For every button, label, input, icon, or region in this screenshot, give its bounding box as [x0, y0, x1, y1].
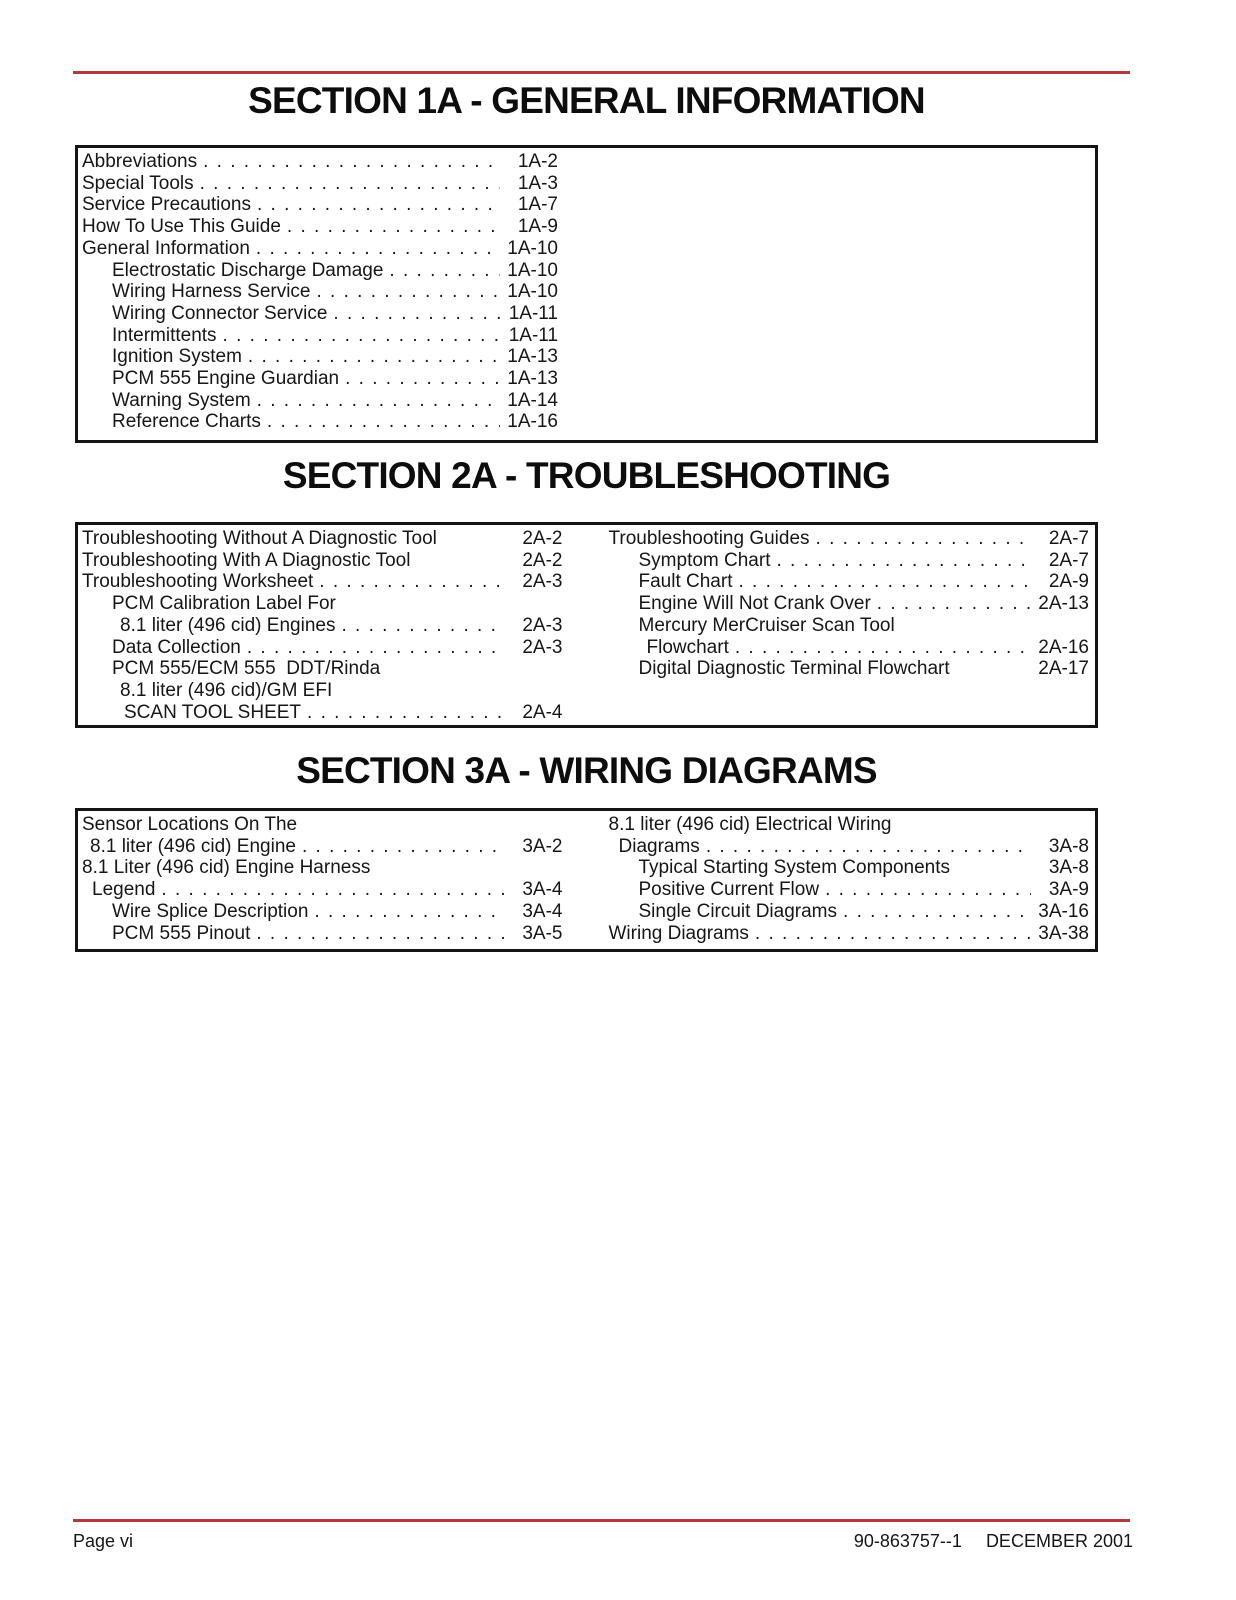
- toc-entry: [609, 550, 1090, 572]
- dot-leader: [816, 528, 1031, 550]
- toc-entry: [82, 615, 563, 637]
- dot-leader: [302, 836, 505, 858]
- toc-entry-page: 2A-17: [1038, 658, 1089, 680]
- dot-leader: [247, 637, 505, 659]
- toc-entry-page: 1A-13: [507, 346, 558, 368]
- dot-leader: [256, 923, 504, 945]
- toc-entry: [82, 836, 563, 858]
- toc-entry: [82, 346, 558, 368]
- toc-entry-title: PCM 555/ECM 555 DDT/Rinda: [112, 658, 381, 680]
- toc-entry-page: 2A-3: [522, 636, 563, 658]
- section-heading: SECTION 2A - TROUBLESHOOTING: [282, 455, 891, 496]
- toc-entry-title: Mercury MerCruiser Scan Tool: [638, 614, 895, 636]
- toc-entry-page: 1A-9: [517, 216, 558, 238]
- dot-leader: [257, 390, 500, 412]
- toc-column: [82, 528, 563, 723]
- toc-entry-page: 3A-5: [522, 922, 563, 944]
- toc-entry-page: 1A-7: [517, 194, 558, 216]
- toc-entry: [82, 637, 563, 659]
- toc-entry: [609, 528, 1090, 550]
- toc-entry: [82, 390, 558, 412]
- toc-entry-title: Typical Starting System Components: [638, 857, 951, 879]
- dot-leader: [776, 550, 1031, 572]
- toc-entry-title: Electrostatic Discharge Damage: [112, 259, 384, 281]
- toc-entry-page: 2A-9: [1048, 571, 1089, 593]
- toc-entry-page: 1A-3: [517, 172, 558, 194]
- dot-leader: [825, 879, 1031, 901]
- section-heading: SECTION 3A - WIRING DIAGRAMS: [296, 750, 877, 791]
- toc-entry: [82, 814, 563, 836]
- toc-entry-title: Intermittents: [112, 324, 217, 346]
- dot-leader: [203, 151, 500, 173]
- toc-entry: [82, 528, 563, 550]
- toc-column: [609, 528, 1090, 680]
- toc-entry-page: 2A-2: [522, 528, 563, 549]
- toc-entry-page: 2A-3: [522, 571, 563, 593]
- toc-entry: [609, 857, 1090, 879]
- footer-right-group: [854, 1531, 1133, 1552]
- toc-entry: [82, 411, 558, 433]
- toc-entry-page: 1A-13: [507, 368, 558, 390]
- toc-entry-title: 8.1 liter (496 cid) Engine: [90, 835, 296, 857]
- toc-entry-title: Positive Current Flow: [638, 879, 820, 901]
- toc-entry-page: 3A-9: [1048, 879, 1089, 901]
- toc-entry-title: PCM 555 Engine Guardian: [112, 368, 340, 390]
- toc-entry: [82, 281, 558, 303]
- toc-entry-title: 8.1 liter (496 cid) Engines: [120, 614, 336, 636]
- dot-leader: [267, 411, 500, 433]
- toc-entry-title: Fault Chart: [638, 571, 733, 593]
- dot-leader: [319, 571, 504, 593]
- toc-entry-page: 1A-14: [507, 389, 558, 411]
- dot-leader: [161, 879, 504, 901]
- toc-entry-title: Troubleshooting Worksheet: [82, 571, 314, 593]
- toc-entry: [609, 571, 1090, 593]
- footer-date: DECEMBER 2001: [985, 1531, 1133, 1551]
- toc-entry-page: 2A-2: [522, 549, 563, 571]
- toc-entry: [82, 368, 558, 390]
- toc-entry-title: Digital Diagnostic Terminal Flowchart: [638, 658, 950, 680]
- toc-entry-page: 1A-10: [507, 281, 558, 303]
- dot-leader: [877, 593, 1031, 615]
- toc-entry: [82, 702, 563, 724]
- toc-entry: [82, 550, 563, 572]
- toc-entry-title: Single Circuit Diagrams: [638, 900, 838, 922]
- toc-entry-page: 1A-16: [507, 411, 558, 433]
- toc-entry-page: 2A-16: [1038, 636, 1089, 658]
- toc-entry: [82, 680, 563, 702]
- toc-column: [82, 151, 558, 433]
- footer-doc-number: 90-863757--1: [853, 1531, 962, 1551]
- toc-entry-page: 3A-4: [522, 900, 563, 922]
- toc-entry: [609, 593, 1090, 615]
- toc-entry-title: Wiring Harness Service: [112, 281, 311, 303]
- dot-leader: [200, 173, 500, 195]
- dot-leader: [389, 260, 500, 282]
- toc-entry-title: 8.1 liter (496 cid) Electrical Wiring: [608, 814, 892, 835]
- toc-entry-title: Reference Charts: [112, 411, 261, 433]
- dot-leader: [307, 702, 504, 724]
- dot-leader: [314, 901, 504, 923]
- toc-entry-title: How To Use This Guide: [82, 216, 281, 238]
- toc-entry-title: Wiring Connector Service: [112, 302, 328, 324]
- toc-entry-page: 1A-11: [508, 324, 558, 346]
- toc-entry: [82, 151, 558, 173]
- dot-leader: [735, 637, 1031, 659]
- toc-entry-title: Troubleshooting With A Diagnostic Tool: [82, 549, 411, 571]
- toc-entry-title: Engine Will Not Crank Over: [638, 593, 871, 615]
- dot-leader: [223, 325, 500, 347]
- toc-entry-title: 8.1 liter (496 cid)/GM EFI: [120, 679, 333, 701]
- toc-entry-title: Legend: [92, 879, 156, 901]
- toc-entry-title: Sensor Locations On The: [82, 814, 298, 835]
- section-heading: SECTION 1A - GENERAL INFORMATION: [248, 80, 925, 121]
- toc-entry: [609, 836, 1090, 858]
- toc-entry-title: General Information: [82, 237, 250, 259]
- toc-entry-title: Flowchart: [646, 636, 729, 658]
- dot-leader: [333, 303, 500, 325]
- toc-entry-page: 3A-16: [1038, 900, 1089, 922]
- toc-entry-title: Diagrams: [618, 835, 700, 857]
- dot-leader: [248, 346, 500, 368]
- toc-entry: [82, 923, 563, 945]
- toc-entry-page: 3A-38: [1038, 922, 1089, 944]
- toc-entry: [609, 923, 1090, 945]
- toc-column: [609, 814, 1090, 944]
- toc-entry: [609, 814, 1090, 836]
- toc-entry: [82, 325, 558, 347]
- toc-entry: [82, 260, 558, 282]
- dot-leader: [317, 281, 501, 303]
- toc-entry: [82, 194, 558, 216]
- toc-entry: [609, 901, 1090, 923]
- toc-entry-title: PCM 555 Pinout: [112, 922, 251, 944]
- page-footer: [73, 1531, 1133, 1552]
- dot-leader: [843, 901, 1031, 923]
- dot-leader: [738, 571, 1031, 593]
- toc-box: [75, 522, 1098, 728]
- toc-entry-title: Warning System: [112, 389, 251, 411]
- toc-entry-page: 1A-10: [507, 259, 558, 281]
- toc-entry-page: 3A-8: [1048, 835, 1089, 857]
- toc-entry: [82, 879, 563, 901]
- toc-entry-title: 8.1 Liter (496 cid) Engine Harness: [82, 857, 371, 879]
- toc-column: [82, 814, 563, 944]
- toc-entry-page: 3A-8: [1048, 857, 1089, 879]
- toc-entry-title: PCM Calibration Label For: [112, 593, 336, 615]
- toc-entry-title: Symptom Chart: [638, 549, 771, 571]
- footer-page-number: Page vi: [73, 1531, 134, 1551]
- toc-entry-page: 2A-7: [1048, 549, 1089, 571]
- toc-entry-title: Special Tools: [82, 172, 194, 194]
- toc-entry: [609, 879, 1090, 901]
- toc-entry-title: Service Precautions: [82, 194, 251, 216]
- toc-entry: [82, 238, 558, 260]
- toc-entry-page: 1A-11: [508, 302, 558, 324]
- toc-entry-title: Troubleshooting Guides: [608, 528, 810, 549]
- dot-leader: [345, 368, 500, 390]
- toc-entry-page: 1A-10: [507, 237, 558, 259]
- toc-entry-page: 1A-2: [517, 151, 558, 172]
- dot-leader: [256, 238, 500, 260]
- toc-entry-title: SCAN TOOL SHEET: [124, 701, 302, 723]
- toc-entry-title: Data Collection: [112, 636, 241, 658]
- toc-box: [75, 808, 1098, 952]
- toc-entry-page: 2A-13: [1038, 593, 1089, 615]
- toc-entry: [609, 637, 1090, 659]
- toc-entry-page: 3A-4: [522, 879, 563, 901]
- footer-rule: [73, 1519, 1130, 1522]
- toc-entry: [609, 615, 1090, 637]
- toc-entry: [82, 857, 563, 879]
- toc-entry-title: Wire Splice Description: [112, 900, 309, 922]
- toc-entry-page: 2A-3: [522, 614, 563, 636]
- dot-leader: [706, 836, 1031, 858]
- toc-entry-page: 3A-2: [522, 835, 563, 857]
- toc-entry: [82, 173, 558, 195]
- dot-leader: [755, 923, 1031, 945]
- toc-entry-title: Abbreviations: [82, 151, 198, 172]
- top-rule: [73, 71, 1130, 74]
- toc-entry: [82, 303, 558, 325]
- toc-entry: [82, 593, 563, 615]
- toc-entry-page: 2A-7: [1048, 528, 1089, 549]
- toc-entry-title: Wiring Diagrams: [608, 922, 749, 944]
- toc-entry: [82, 658, 563, 680]
- toc-entry-title: Ignition System: [112, 346, 242, 368]
- toc-entry: [82, 216, 558, 238]
- toc-entry: [82, 901, 563, 923]
- toc-entry: [82, 571, 563, 593]
- toc-box: [75, 145, 1098, 443]
- dot-leader: [341, 615, 504, 637]
- toc-entry: [609, 658, 1090, 680]
- toc-entry-title: Troubleshooting Without A Diagnostic Tool: [82, 528, 437, 549]
- dot-leader: [287, 216, 500, 238]
- toc-entry-page: 2A-4: [522, 701, 563, 723]
- dot-leader: [257, 194, 500, 216]
